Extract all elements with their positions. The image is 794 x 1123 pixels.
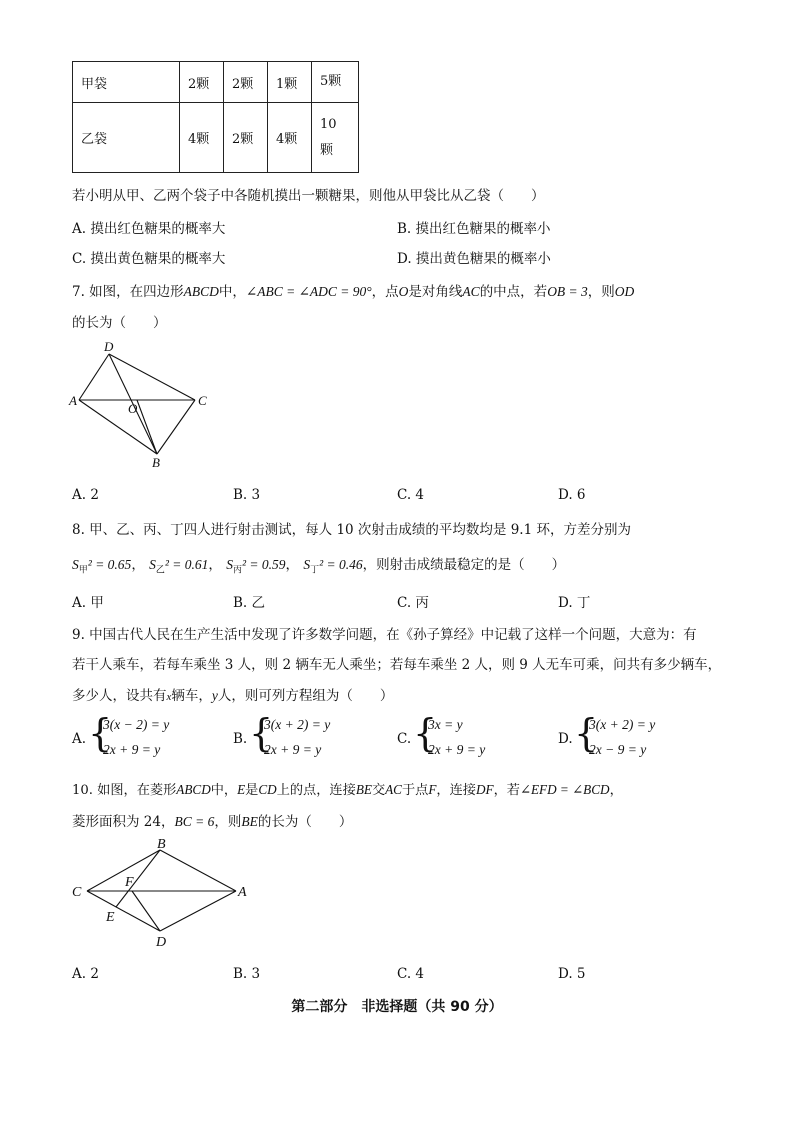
q6-option-b[interactable]: B. 摸出红色糖果的概率小 (397, 221, 551, 237)
q8-option-a[interactable]: A. 甲 (72, 595, 104, 611)
q7-text: 7. 如图，在四边形 (72, 284, 184, 300)
q8-stem-line1: 8. 甲、乙、丙、丁四人进行射击测试，每人 10 次射击成绩的平均数均是 9.1 环，方差分别为 (72, 522, 631, 538)
q10-math: F (428, 782, 437, 797)
q9-math: x (166, 691, 172, 703)
q9-option-c-label[interactable]: C. (397, 731, 412, 747)
q7-math: O (398, 284, 409, 299)
q6-option-c[interactable]: C. 摸出黄色糖果的概率大 (72, 251, 226, 267)
q9-stem-line2: 若干人乘车，若每车乘坐 3 人，则 2 辆车无人乘坐；若每车乘坐 2 人，则 9 人无车可乘，问共有多少辆车， (72, 657, 722, 673)
q7-text: 的中点，若 (479, 284, 548, 300)
q7-math: ∠ABC = ∠ADC = 90° (245, 284, 372, 299)
q10-math: E (237, 782, 246, 797)
table-cell: 1颗 (268, 62, 312, 103)
q7-option-c[interactable]: C. 4 (397, 487, 425, 503)
table-cell: 5颗 (312, 62, 359, 103)
q9-option-a-eq1: 3(x − 2) = y (103, 717, 170, 732)
q8-math: S (303, 557, 311, 572)
q9-text: 多少人，设共有 (72, 688, 167, 704)
q10-text: 上的点，连接 (276, 783, 356, 798)
q10-option-a[interactable]: A. 2 (72, 966, 99, 982)
q10-stem-line1 (72, 779, 623, 798)
q9-stem-line3 (72, 684, 393, 704)
q8-math: S (72, 557, 79, 572)
q8-math: ² = 0.65 (87, 557, 132, 572)
q7-stem-line1 (72, 280, 634, 300)
q8-option-c[interactable]: C. 丙 (397, 595, 429, 611)
table-row (73, 103, 359, 173)
q9-math: y (211, 688, 218, 703)
q10-text: ，连接 (436, 783, 476, 798)
q10-text: 于点 (401, 783, 429, 798)
table-cell: 4颗 (268, 103, 312, 173)
q7-text: ，则 (587, 284, 615, 300)
q9-option-b-label[interactable]: B. (233, 731, 248, 747)
q10-label-d: D (156, 935, 167, 950)
q7-stem-line2: 的长为（ ） (72, 315, 167, 331)
q10-text: 是 (245, 783, 259, 798)
table-cell: 2颗 (224, 62, 268, 103)
section-title: 第二部分 非选择题（共 90 分） (291, 999, 503, 1015)
q10-math: CD (258, 782, 277, 797)
table-cell: 2颗 (180, 62, 224, 103)
q9-option-b-eq2: 2x + 9 = y (264, 742, 322, 757)
q7-label-d: D (104, 339, 114, 354)
q10-text: 交 (371, 783, 386, 798)
q9-option-c-eq2: 2x + 9 = y (428, 742, 486, 757)
q7-label-o: O (128, 401, 138, 416)
q10-option-b[interactable]: B. 3 (233, 966, 261, 982)
q7-option-d[interactable]: D. 6 (558, 487, 586, 503)
candy-table (72, 61, 359, 173)
q6-option-d[interactable]: D. 摸出黄色糖果的概率小 (397, 251, 551, 267)
q8-sub: 丙 (232, 565, 242, 576)
table-row (73, 62, 359, 103)
q10-text: 菱形面积为 24， (72, 814, 175, 830)
q8-sub: 丁 (310, 565, 320, 576)
q10-option-c[interactable]: C. 4 (397, 966, 425, 982)
q10-math: DF (475, 782, 494, 797)
q10-text: ，则 (214, 814, 242, 830)
q8-math: ² = 0.61 (164, 557, 209, 572)
q10-label-b: B (157, 837, 166, 852)
q10-text: 中， (210, 783, 238, 798)
q10-math: BE (355, 782, 372, 797)
q9-option-a-eq2: 2x + 9 = y (103, 742, 161, 757)
q7-option-b[interactable]: B. 3 (233, 487, 261, 503)
q8-sub: 乙 (155, 565, 165, 576)
table-cell: 10 颗 (312, 103, 359, 173)
row-label: 甲袋 (73, 62, 180, 103)
q9-option-d-eq1: 3(x + 2) = y (589, 717, 656, 732)
q8-math: ² = 0.59 (241, 557, 286, 572)
q7-math: AC (462, 284, 480, 299)
q10-label-e: E (106, 910, 115, 925)
q8-option-b[interactable]: B. 乙 (233, 595, 266, 611)
q9-option-a-label[interactable]: A. (72, 731, 87, 747)
q7-math: OD (614, 284, 635, 299)
table-cell: 2颗 (224, 103, 268, 173)
q7-label-c: C (198, 393, 207, 408)
q7-math: OB = 3 (547, 284, 588, 299)
q9-option-c-eq1: 3x = y (428, 717, 463, 732)
q7-math: ABCD (183, 284, 219, 299)
q10-math: ∠EFD = ∠BCD (519, 782, 610, 797)
q7-label-a: A (69, 393, 77, 408)
q7-option-a[interactable]: A. 2 (72, 487, 99, 503)
q10-figure (64, 834, 254, 954)
q10-text: 10. 如图，在菱形 (72, 783, 177, 798)
q9-option-b-eq1: 3(x + 2) = y (264, 717, 331, 732)
q8-math: ² = 0.46 (319, 557, 363, 572)
q8-option-d[interactable]: D. 丁 (558, 595, 591, 611)
q7-text: 中， (218, 284, 246, 300)
q6-stem: 若小明从甲、乙两个袋子中各随机摸出一颗糖果，则他从甲袋比从乙袋（ ） (72, 188, 545, 204)
q9-stem-line1: 9. 中国古代人民在生产生活中发现了许多数学问题，在《孙子算经》中记载了这样一个问题，大意为：有 (72, 627, 697, 643)
q6-option-a[interactable]: A. 摸出红色糖果的概率大 (72, 221, 226, 237)
q10-math: BE (241, 814, 258, 829)
row-label: 乙袋 (73, 103, 180, 173)
q9-brace-icon: { (88, 711, 113, 755)
q8-stem-line2: $S_甲^2 = 0.65$， $S_乙^2 = 0.61$， $S_丙^2 = 0.59$， $S_丁^2 = 0.46$，则射击成绩最稳定的是（ ） (72, 557, 566, 576)
q10-option-d[interactable]: D. 5 (558, 966, 586, 982)
q10-text: ，若 (493, 783, 520, 798)
q9-text: 人，则可列方程组为（ ） (217, 688, 394, 704)
q10-text: 的长为（ ） (257, 814, 353, 830)
q7-label-b: B (152, 455, 160, 470)
q8-sub: 甲 (78, 565, 88, 576)
q10-label-c: C (72, 885, 82, 900)
q7-text: ，点 (371, 284, 399, 300)
q9-option-d-eq2: 2x − 9 = y (589, 742, 647, 757)
q10-math: ABCD (176, 782, 211, 797)
table-cell: 4颗 (180, 103, 224, 173)
q10-math: BC = 6 (174, 814, 215, 829)
q9-brace-icon: { (574, 711, 599, 755)
q9-option-d-label[interactable]: D. (558, 731, 573, 747)
q10-stem-line2 (72, 810, 352, 830)
q8-math: S (149, 557, 156, 572)
q8-text: ，则射击成绩最稳定的是（ ） (362, 557, 566, 573)
q7-figure (64, 338, 224, 473)
q10-text: ， (609, 783, 623, 798)
q10-label-a: A (238, 885, 247, 900)
q9-brace-icon: { (413, 711, 438, 755)
q10-label-f: F (125, 875, 134, 890)
q10-math: AC (385, 782, 402, 797)
q8-math: S (226, 557, 233, 572)
q9-text: 辆车， (171, 688, 212, 704)
q9-brace-icon: { (249, 711, 274, 755)
q7-text: 是对角线 (408, 284, 463, 300)
